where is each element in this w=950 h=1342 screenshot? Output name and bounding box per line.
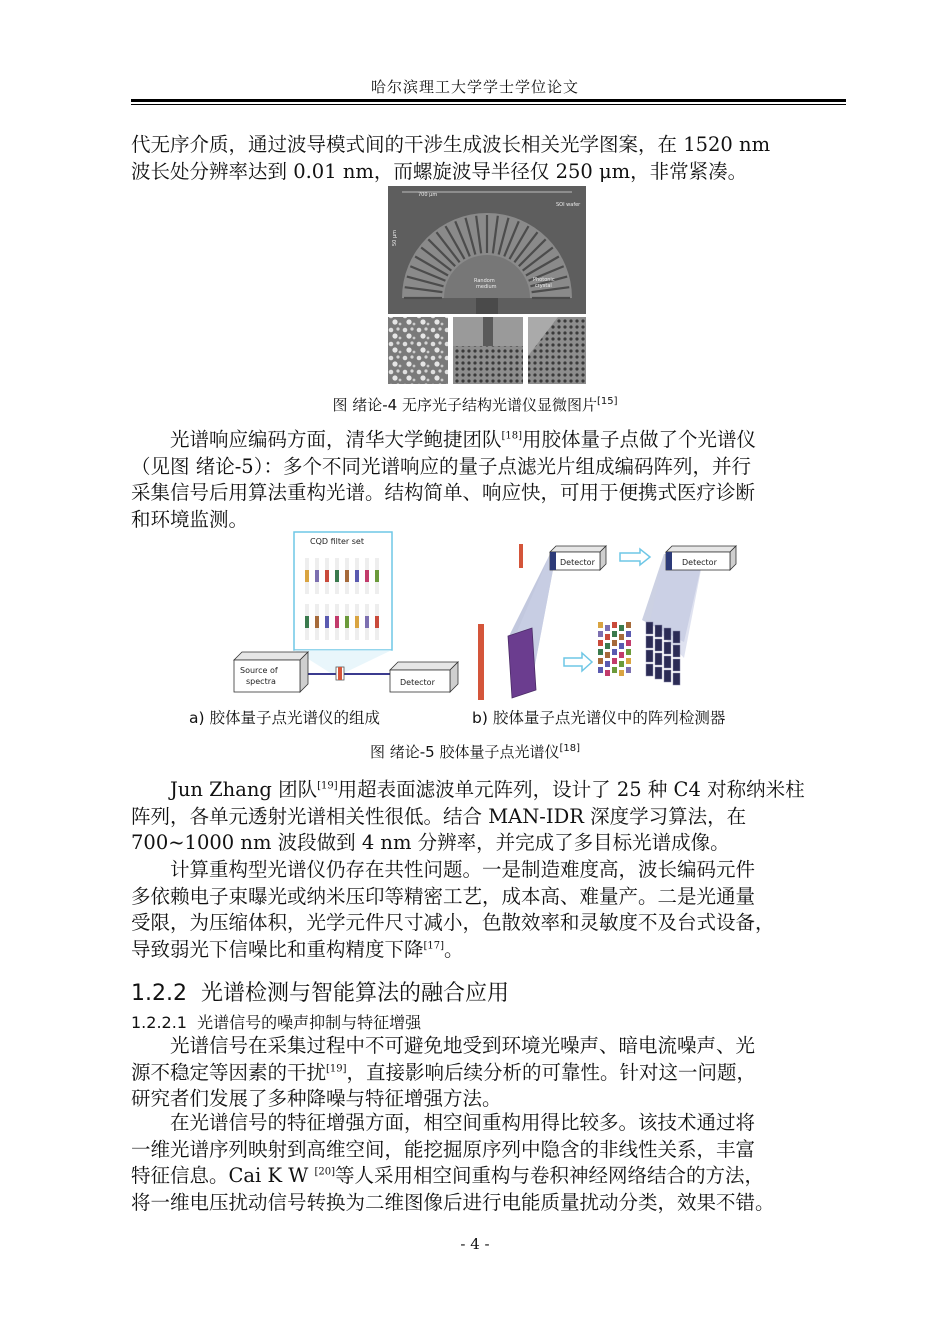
filter-dot bbox=[365, 570, 369, 582]
detector-box-a bbox=[390, 662, 458, 692]
mini-filter bbox=[626, 640, 631, 646]
mini-filter bbox=[605, 670, 610, 676]
text-line: 计算重构型光谱仪仍存在共性问题。一是制造难度高，波长编码元件 bbox=[170, 858, 756, 881]
figure-4-svg bbox=[388, 186, 586, 384]
mini-filter bbox=[619, 625, 624, 631]
mini-filter bbox=[598, 640, 603, 646]
text-line: 阵列，各单元透射光谱相关性很低。结合 MAN-IDR 深度学习算法，在 bbox=[131, 804, 747, 828]
label-detector: Detector bbox=[400, 678, 435, 687]
text-line: 源不稳定等因素的干扰[19]，直接影响后续分析的可靠性。针对这一问题， bbox=[131, 1060, 757, 1084]
citation: [19] bbox=[317, 780, 338, 792]
filter-dot bbox=[325, 616, 329, 628]
page-number: - 4 - bbox=[460, 1235, 490, 1253]
filter-dot bbox=[315, 616, 319, 628]
detector-pixel bbox=[646, 636, 653, 648]
mini-filter bbox=[605, 625, 610, 631]
text-line: Jun Zhang 团队[19]用超表面滤波单元阵列，设计了 25 种 C4 对称纳米柱 bbox=[170, 778, 805, 801]
figure-5-caption: 图 绪论-5 胶体量子点光谱仪[18] bbox=[369, 743, 581, 761]
mini-filter bbox=[626, 658, 631, 664]
mini-filter bbox=[619, 643, 624, 649]
mini-filter bbox=[605, 634, 610, 640]
running-header: 哈尔滨理工大学学士学位论文 bbox=[370, 78, 579, 96]
text-line: 波长处分辨率达到 0.01 nm，而螺旋波导半径仅 250 μm，非常紧凑。 bbox=[131, 159, 748, 183]
filter-dot bbox=[365, 616, 369, 628]
label-photonic-crystal: Photonic bbox=[533, 277, 555, 283]
citation: [19] bbox=[326, 1063, 347, 1074]
mini-filter bbox=[612, 640, 617, 646]
detector-box-b2 bbox=[666, 546, 736, 570]
filter-dot bbox=[305, 570, 309, 582]
scale-label-horizontal: 700 μm bbox=[418, 192, 438, 198]
text-line: 将一维电压扰动信号转换为二维图像后进行电能质量扰动分类，效果不错。 bbox=[131, 1190, 775, 1214]
label-random-medium: Random bbox=[474, 278, 495, 284]
header-rule-thick bbox=[131, 99, 846, 102]
text-line: 一维光谱序列映射到高维空间，能挖掘原序列中隐含的非线性关系，丰富 bbox=[131, 1137, 756, 1161]
label-soi-wafer: SOI wafer bbox=[556, 202, 581, 208]
detector-pixel bbox=[673, 673, 680, 685]
detector-pixel bbox=[664, 628, 671, 640]
mini-filter bbox=[626, 649, 631, 655]
mini-filter bbox=[598, 631, 603, 637]
text-line: （见图 绪论-5）：多个不同光谱响应的量子点滤光片组成编码阵列，并行 bbox=[131, 454, 751, 478]
mini-filter bbox=[626, 631, 631, 637]
mini-filter bbox=[605, 643, 610, 649]
filter-dot bbox=[355, 570, 359, 582]
filter-dot bbox=[345, 616, 349, 628]
mini-filter bbox=[626, 622, 631, 628]
detector-pixel bbox=[664, 656, 671, 668]
filter-dot bbox=[325, 570, 329, 582]
detector-pixel bbox=[655, 653, 662, 665]
detector-box-b1 bbox=[550, 546, 606, 570]
mini-filter bbox=[612, 667, 617, 673]
paragraph-5 bbox=[131, 1033, 846, 1113]
paragraph-4 bbox=[131, 857, 846, 963]
detector-pixel bbox=[646, 664, 653, 676]
mini-filter bbox=[605, 661, 610, 667]
filter-dot bbox=[335, 570, 339, 582]
label-source-of-spectra-2: spectra bbox=[246, 677, 276, 686]
section-heading-1-2-2: 1.2.2 光谱检测与智能算法的融合应用 bbox=[131, 981, 509, 1006]
figure-5b-svg bbox=[474, 540, 764, 702]
figure-4-caption: 图 绪论-4 无序光子结构光谱仪显微图片[15] bbox=[332, 396, 618, 414]
figure-5a-diagram bbox=[228, 528, 460, 700]
text-line: 和环境监测。 bbox=[131, 507, 249, 531]
mini-filter bbox=[619, 652, 624, 658]
text-line: 受限，为压缩体积，光学元件尺寸减小，色散效率和灵敏度不及台式设备， bbox=[131, 911, 775, 934]
detector-pixel bbox=[655, 667, 662, 679]
label-random-medium-2: medium bbox=[476, 284, 497, 290]
figure-5a-svg bbox=[228, 528, 460, 700]
filter-dot bbox=[305, 616, 309, 628]
label-detector-b2: Detector bbox=[682, 558, 717, 567]
section-heading-1-2-2-1: 1.2.2.1 光谱信号的噪声抑制与特征增强 bbox=[131, 1013, 422, 1032]
detector-pixel bbox=[673, 659, 680, 671]
text-line: 研究者们发展了多种降噪与特征增强方法。 bbox=[131, 1087, 502, 1110]
figure-5b-subcaption: b) 胶体量子点光谱仪中的阵列检测器 bbox=[472, 709, 726, 727]
detector-pixel bbox=[655, 639, 662, 651]
mini-filter bbox=[619, 670, 624, 676]
filter-dot bbox=[315, 570, 319, 582]
mini-filter bbox=[598, 649, 603, 655]
paragraph-1 bbox=[131, 132, 846, 185]
paragraph-2 bbox=[131, 427, 846, 533]
detector-pixel bbox=[655, 625, 662, 637]
text-line: 代无序介质，通过波导模式间的干涉生成波长相关光学图案，在 1520 nm bbox=[131, 133, 771, 156]
scale-label-vertical: 50 μm bbox=[392, 229, 398, 246]
mini-filter bbox=[598, 667, 603, 673]
paragraph-3 bbox=[131, 777, 846, 857]
citation: [17] bbox=[423, 940, 445, 951]
figure-4-image bbox=[388, 186, 586, 384]
header-rule-thin bbox=[131, 104, 846, 105]
paragraph-6 bbox=[131, 1110, 846, 1216]
inset-panels bbox=[388, 317, 586, 384]
detector-pixel bbox=[673, 631, 680, 643]
mini-filter bbox=[612, 631, 617, 637]
text-line: 在光谱信号的特征增强方面，相空间重构用得比较多。该技术通过将 bbox=[170, 1111, 756, 1134]
text-line: 光谱响应编码方面，清华大学鲍捷团队[18]用胶体量子点做了个光谱仪 bbox=[170, 428, 757, 451]
mini-filter bbox=[598, 658, 603, 664]
detector-pixel bbox=[646, 650, 653, 662]
label-source-of-spectra: Source of bbox=[240, 666, 278, 675]
figure-5b-diagram bbox=[474, 540, 764, 702]
mini-filter bbox=[619, 634, 624, 640]
filter-dot bbox=[345, 570, 349, 582]
filter-dot bbox=[335, 616, 339, 628]
filter-dot bbox=[375, 570, 379, 582]
mini-filter bbox=[598, 622, 603, 628]
source-box bbox=[234, 652, 308, 692]
mini-filter bbox=[612, 622, 617, 628]
filter-dot bbox=[355, 616, 359, 628]
mini-filter bbox=[619, 661, 624, 667]
citation: [20] bbox=[314, 1166, 336, 1178]
mini-filter bbox=[612, 649, 617, 655]
mini-filter bbox=[626, 667, 631, 673]
label-detector-b1: Detector bbox=[560, 558, 595, 567]
detector-pixel bbox=[646, 622, 653, 634]
text-line: 采集信号后用算法重构光谱。结构简单、响应快，可用于便携式医疗诊断 bbox=[131, 481, 756, 504]
label-cqd-filter-set: CQD filter set bbox=[310, 537, 364, 546]
figure-5a-subcaption: a) 胶体量子点光谱仪的组成 bbox=[189, 709, 380, 727]
filter-dot bbox=[375, 616, 379, 628]
text-line: 700~1000 nm 波段做到 4 nm 分辨率，并完成了多目标光谱成像。 bbox=[131, 831, 730, 854]
text-line: 多依赖电子束曝光或纳米压印等精密工艺，成本高、难量产。二是光通量 bbox=[131, 884, 756, 908]
text-line: 特征信息。Cai K W [20]等人采用相空间重构与卷积神经网络结合的方法， bbox=[131, 1164, 765, 1187]
label-photonic-crystal-2: crystal bbox=[535, 283, 552, 289]
citation: [18] bbox=[501, 430, 523, 442]
text-line: 导致弱光下信噪比和重构精度下降[17]。 bbox=[131, 937, 464, 961]
text-line: 光谱信号在采集过程中不可避免地受到环境光噪声、暗电流噪声、光 bbox=[170, 1034, 756, 1057]
mini-filter bbox=[605, 652, 610, 658]
detector-pixel bbox=[664, 642, 671, 654]
detector-pixel bbox=[664, 670, 671, 682]
detector-pixel bbox=[673, 645, 680, 657]
mini-filter bbox=[612, 658, 617, 664]
